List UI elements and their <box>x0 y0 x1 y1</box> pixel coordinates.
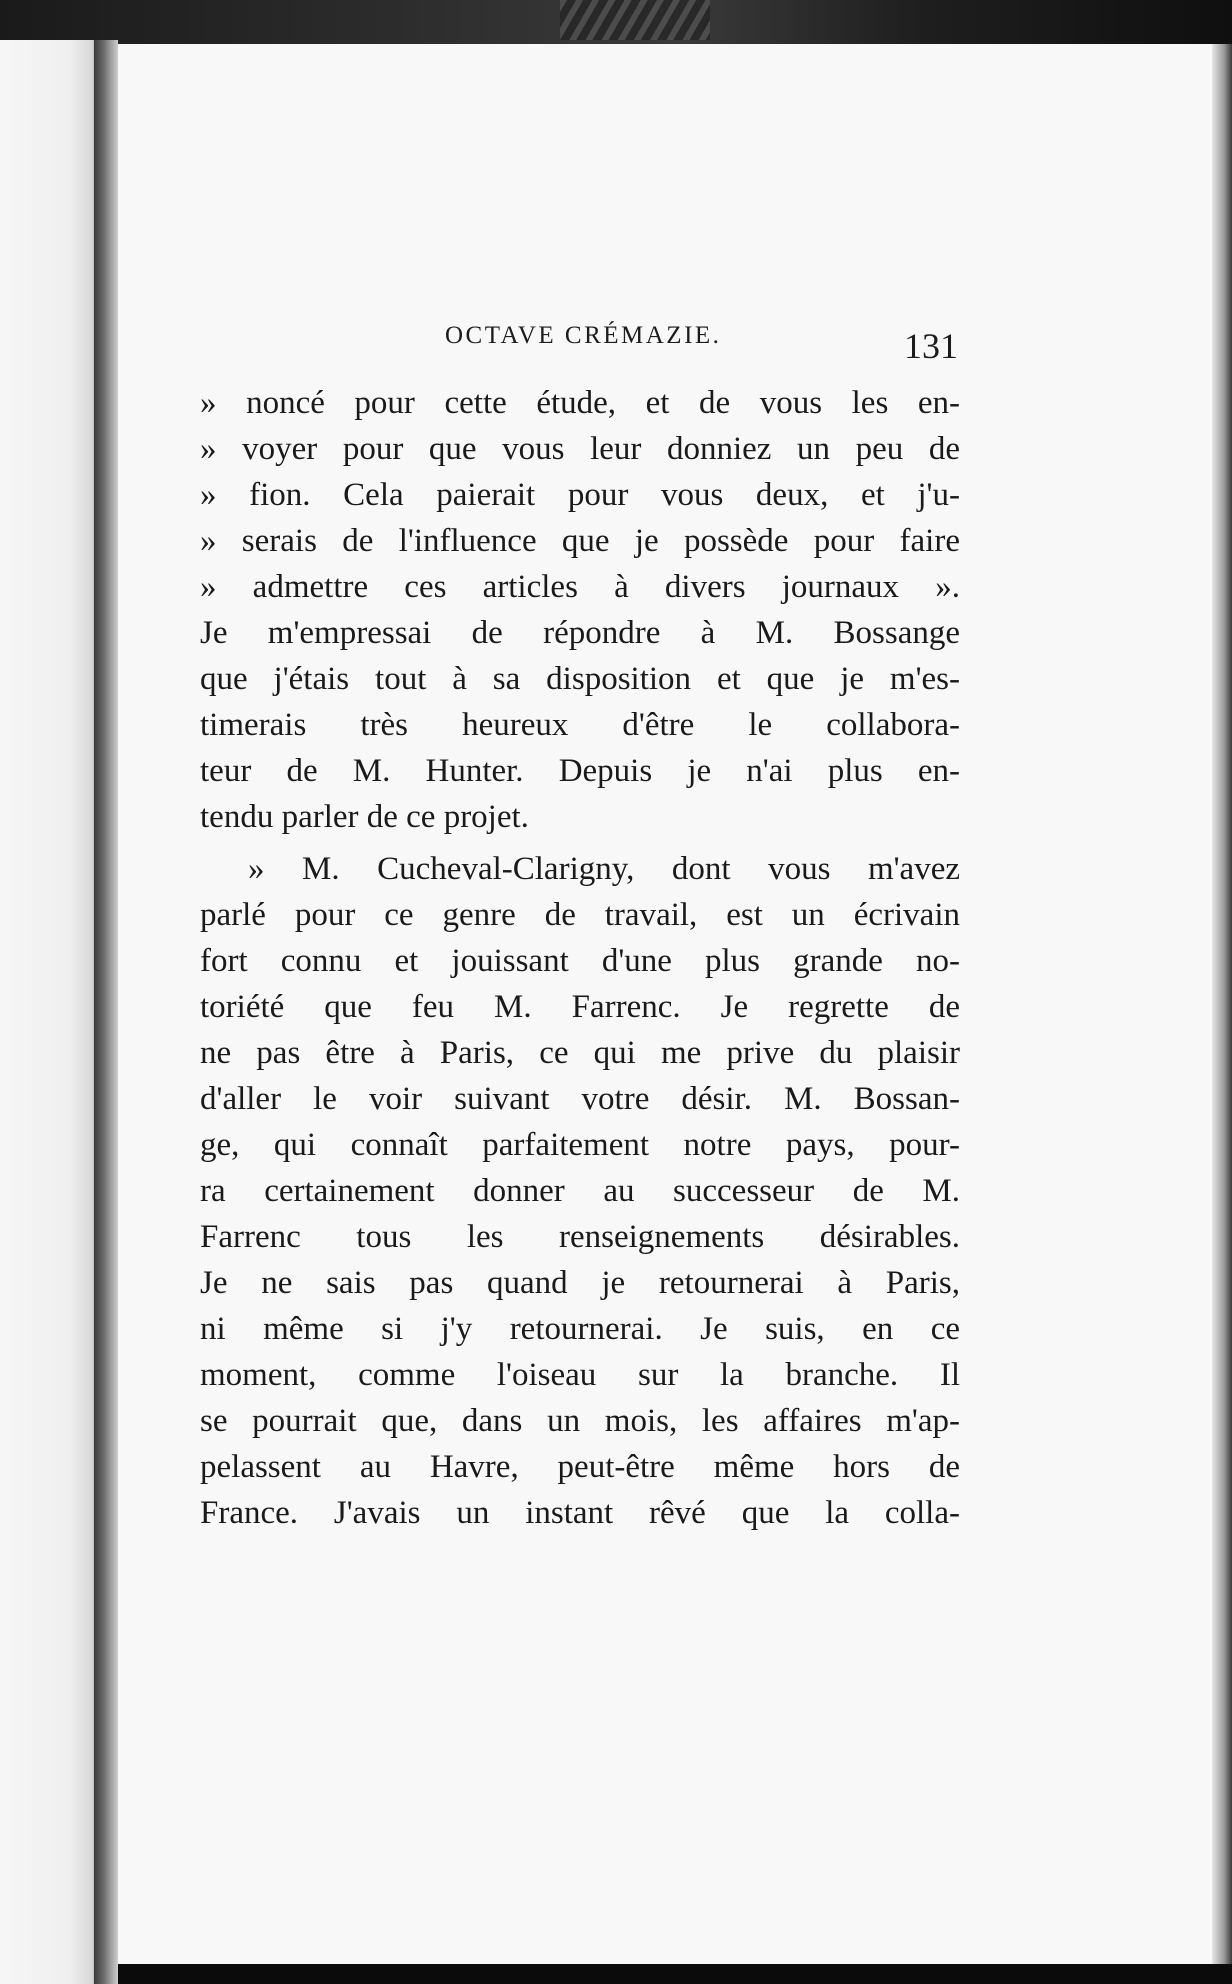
page-number: 131 <box>904 326 958 366</box>
text-line: que j'étais tout à sa disposition et que je m'es- <box>200 661 960 697</box>
text-line: tendu parler de ce projet. <box>200 799 529 835</box>
text-line: pelassent au Havre, peut-être même hors de <box>200 1449 960 1485</box>
text-line: ge, qui connaît parfaitement notre pays, pour- <box>200 1127 960 1163</box>
text-line: Farrenc tous les renseignements désirables. <box>200 1219 960 1255</box>
text-line: teur de M. Hunter. Depuis je n'ai plus en- <box>200 753 960 789</box>
text-line: » admettre ces articles à divers journaux ». <box>200 569 960 605</box>
text-line: » voyer pour que vous leur donniez un peu de <box>200 431 960 467</box>
text-line: ni même si j'y retournerai. Je suis, en ce <box>200 1311 960 1347</box>
text-line: ne pas être à Paris, ce qui me prive du plaisir <box>200 1035 960 1071</box>
text-line: ra certainement donner au successeur de M. <box>200 1173 960 1209</box>
text-line: d'aller le voir suivant votre désir. M. Bossan- <box>200 1081 960 1117</box>
text-line: Je ne sais pas quand je retournerai à Paris, <box>200 1265 960 1301</box>
previous-page-edge <box>0 40 100 1984</box>
cover-pattern <box>560 0 710 40</box>
text-line: parlé pour ce genre de travail, est un écrivain <box>200 897 960 933</box>
text-line: » serais de l'influence que je possède pour faire <box>200 523 960 559</box>
text-line: France. J'avais un instant rêvé que la colla- <box>200 1495 960 1531</box>
page-right-edge <box>1212 44 1232 1964</box>
text-line: moment, comme l'oiseau sur la branche. Il <box>200 1357 960 1393</box>
running-head: OCTAVE CRÉMAZIE. <box>445 322 722 349</box>
text-line: » fion. Cela paierait pour vous deux, et j'u- <box>200 477 960 513</box>
text-line: » M. Cucheval-Clarigny, dont vous m'avez <box>248 851 960 887</box>
text-line: Je m'empressai de répondre à M. Bossange <box>200 615 960 651</box>
text-line: timerais très heureux d'être le collabora- <box>200 707 960 743</box>
text-line: fort connu et jouissant d'une plus grande no- <box>200 943 960 979</box>
text-line: » noncé pour cette étude, et de vous les en- <box>200 385 960 421</box>
scan-top-border <box>0 0 1232 48</box>
spine-shadow <box>94 40 118 1984</box>
text-line: toriété que feu M. Farrenc. Je regrette de <box>200 989 960 1025</box>
text-line: se pourrait que, dans un mois, les affaires m'ap- <box>200 1403 960 1439</box>
